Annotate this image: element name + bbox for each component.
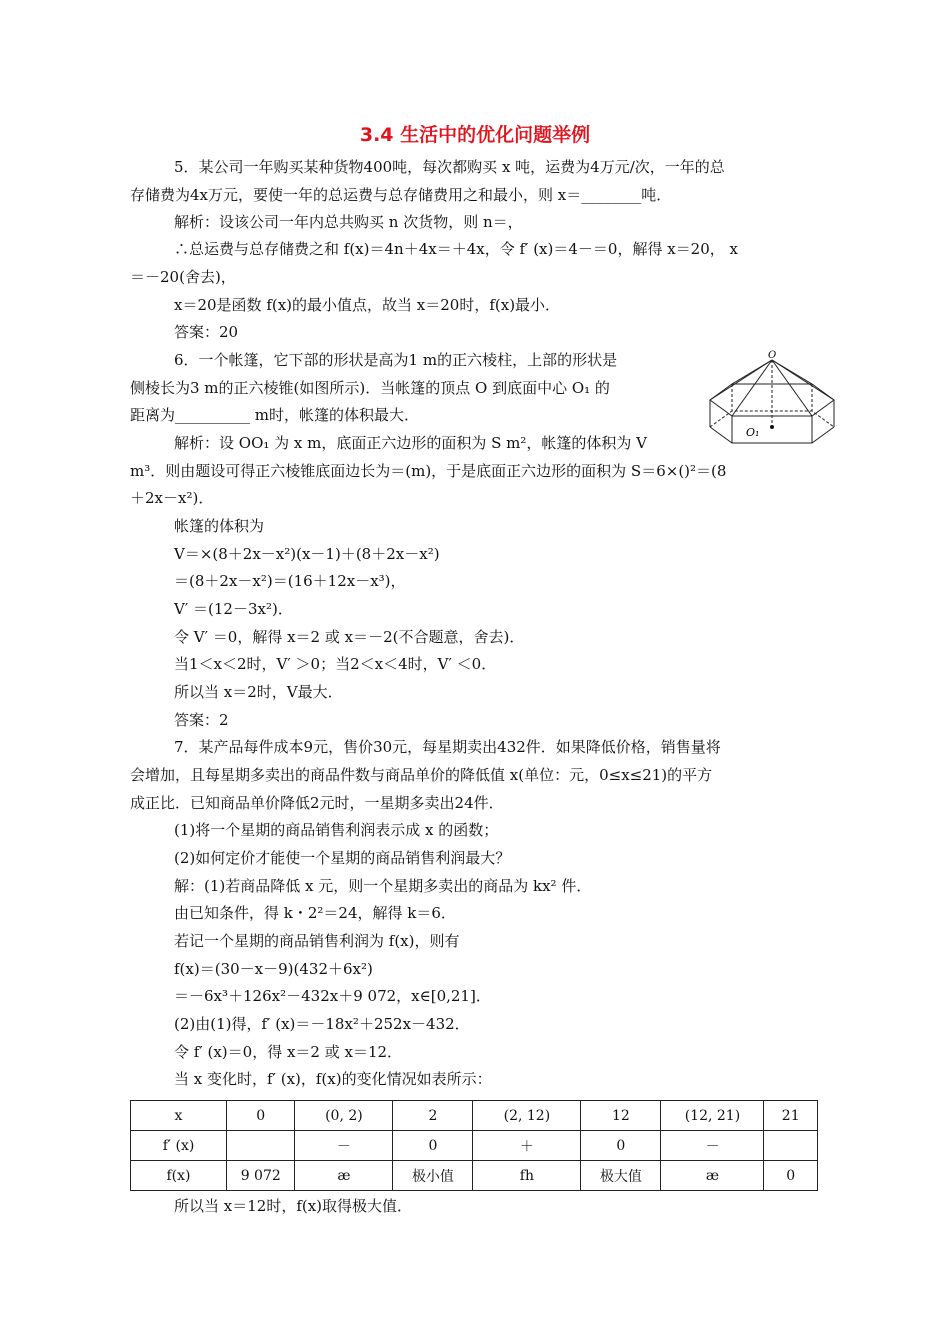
text-line: 7．某产品每件成本9元，售价30元，每星期卖出432件．如果降低价格，销售量将	[174, 738, 721, 756]
text-line: V′ ＝(12－3x²)．	[174, 600, 293, 618]
text-line: 侧棱长为3 m的正六棱锥(如图所示)．当帐篷的顶点 O 到底面中心 O₁ 的	[130, 379, 610, 397]
tent-figure	[702, 350, 842, 450]
table-cell: æ	[295, 1161, 393, 1191]
table-cell: fh	[473, 1161, 581, 1191]
text-line: x＝20是函数 f(x)的最小值点，故当 x＝20时，f(x)最小．	[174, 296, 561, 314]
text-line: 由已知条件，得 k・2²＝24，解得 k＝6．	[174, 904, 456, 922]
text-line: ＝－6x³＋126x²－432x＋9 072，x∈[0,21]．	[174, 987, 491, 1005]
text-line: 帐篷的体积为	[174, 517, 265, 535]
table-cell: －	[661, 1131, 764, 1161]
table-cell: x	[131, 1101, 227, 1131]
text-line: 会增加，且每星期多卖出的商品件数与商品单价的降低值 x(单位：元，0≤x≤21)的平方	[130, 766, 713, 784]
text-line: 6．一个帐篷，它下部的形状是高为1 m的正六棱柱，上部的形状是	[174, 351, 618, 369]
text-line: V＝×(8＋2x－x²)(x－1)＋(8＋2x－x²)	[174, 545, 440, 563]
table-row	[131, 1101, 818, 1131]
text-line: 当 x 变化时，f′ (x)，f(x)的变化情况如表所示：	[174, 1070, 492, 1088]
text-line: 当1＜x＜2时，V′ ＞0；当2＜x＜4时，V′ ＜0．	[174, 655, 497, 673]
table-cell: －	[295, 1131, 393, 1161]
table-cell: (0, 2)	[295, 1101, 393, 1131]
text-line: 存储费为4x万元，要使一年的总运费与总存储费用之和最小，则 x＝________吨．	[130, 186, 672, 204]
text-line: 令 V′ ＝0，解得 x＝2 或 x＝－2(不合题意，舍去)．	[174, 628, 525, 646]
table-cell: 0	[764, 1161, 818, 1191]
table-cell: 极小值	[393, 1161, 473, 1191]
text-line: 答案：2	[174, 711, 229, 729]
text-line: 成正比．已知商品单价降低2元时，一星期多卖出24件．	[130, 794, 504, 812]
text-line: 所以当 x＝2时，V最大．	[174, 683, 343, 701]
table-cell: 0	[581, 1131, 661, 1161]
table-cell: f(x)	[131, 1161, 227, 1191]
table-cell: f′ (x)	[131, 1131, 227, 1161]
text-line: m³．则由题设可得正六棱锥底面边长为＝(m)，于是底面正六边形的面积为 S＝6×()²＝(8	[130, 462, 727, 480]
table-cell	[227, 1131, 295, 1161]
table-cell: 12	[581, 1101, 661, 1131]
table-cell	[764, 1131, 818, 1161]
table-cell: æ	[661, 1161, 764, 1191]
text-line: 解析：设 OO₁ 为 x m，底面正六边形的面积为 S m²，帐篷的体积为 V	[174, 434, 648, 452]
table-row	[131, 1131, 818, 1161]
text-line: 若记一个星期的商品销售利润为 f(x)，则有	[174, 932, 460, 950]
conclusion-line: 所以当 x＝12时，f(x)取得极大值．	[174, 1197, 413, 1215]
text-line: 解：(1)若商品降低 x 元，则一个星期多卖出的商品为 kx² 件．	[174, 877, 592, 895]
table-cell: (2, 12)	[473, 1101, 581, 1131]
text-line: (1)将一个星期的商品销售利润表示成 x 的函数；	[174, 821, 499, 839]
text-line: 距离为__________ m时，帐篷的体积最大．	[130, 406, 419, 424]
text-line: 令 f′ (x)＝0，得 x＝2 或 x＝12．	[174, 1043, 403, 1061]
table-cell: 21	[764, 1101, 818, 1131]
text-line: 答案：20	[174, 323, 239, 341]
table-cell: 9 072	[227, 1161, 295, 1191]
text-line: ∴总运费与总存储费之和 f(x)＝4n＋4x＝＋4x，令 f′ (x)＝4－＝0，解得 x＝20， x	[174, 240, 738, 258]
variation-table	[130, 1100, 818, 1191]
vertex-label: O	[768, 350, 777, 361]
table-cell: 2	[393, 1101, 473, 1131]
text-line: 解析：设该公司一年内总共购买 n 次货物，则 n＝，	[174, 213, 523, 231]
text-line: ＝－20(舍去)，	[130, 268, 236, 286]
text-line: ＝(8＋2x－x²)＝(16＋12x－x³)，	[174, 572, 406, 590]
page-title: 3.4 生活中的优化问题举例	[359, 124, 591, 146]
table-cell: 0	[227, 1101, 295, 1131]
text-line: (2)如何定价才能使一个星期的商品销售利润最大？	[174, 849, 511, 867]
center-label: O₁	[746, 426, 760, 439]
table-row	[131, 1161, 818, 1191]
text-line: 5．某公司一年购买某种货物400吨，每次都购买 x 吨，运费为4万元/次，一年的总	[174, 158, 725, 176]
table-cell: 0	[393, 1131, 473, 1161]
table-cell: (12, 21)	[661, 1101, 764, 1131]
text-line: (2)由(1)得，f′ (x)＝－18x²＋252x－432．	[174, 1015, 470, 1033]
text-line: ＋2x－x²)．	[130, 489, 214, 507]
text-line: f(x)＝(30－x－9)(432＋6x²)	[174, 960, 373, 978]
table-cell: 极大值	[581, 1161, 661, 1191]
table-cell: ＋	[473, 1131, 581, 1161]
center-point	[770, 425, 774, 429]
